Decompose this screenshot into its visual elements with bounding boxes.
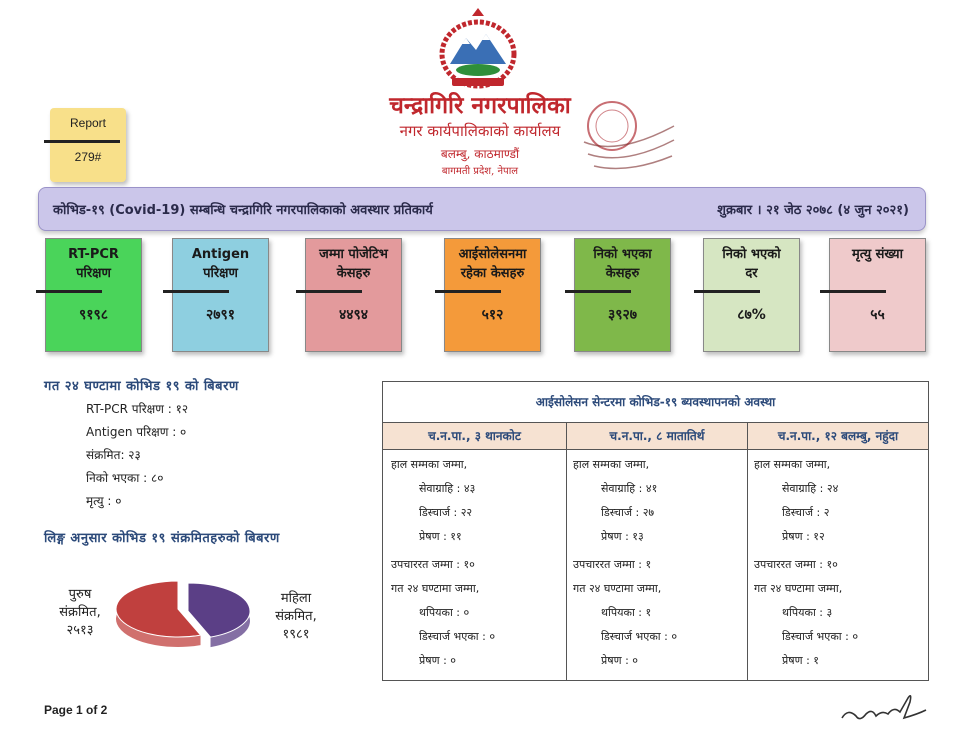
column-header: च.न.पा., ८ मातातिर्थ	[567, 423, 747, 450]
card-title: निको भएको	[722, 247, 781, 262]
report-badge	[50, 108, 126, 182]
card-underline	[435, 290, 501, 293]
card-value: ८७%	[737, 307, 766, 323]
summary-row: संक्रमित: २३	[86, 448, 141, 462]
page-number: Page 1 of 2	[44, 703, 108, 717]
banner-title: कोभिड-१९ (Covid-19) सम्बन्धि चन्द्रागिरि नगरपालिकाको अवस्थार प्रतिकार्य	[53, 203, 433, 218]
official-stamp-icon	[578, 96, 678, 174]
summary-heading: गत २४ घण्टामा कोभिड १९ को बिबरण	[44, 379, 239, 394]
male-label-line: पुरुष	[68, 587, 92, 602]
card-value: ५१२	[481, 307, 504, 323]
table-cell: उपचाररत जम्मा : १	[573, 558, 652, 571]
table-cell: डिस्चार्ज भएका : ०	[601, 630, 678, 643]
table-cell: प्रेषण : ०	[419, 654, 456, 667]
table-cell: गत २४ घण्टामा जम्मा,	[754, 582, 843, 595]
summary-row: निको भएका : ८०	[86, 471, 164, 485]
card-antigen	[172, 238, 269, 352]
table-cell: सेवाग्राहि : ४१	[601, 482, 658, 495]
table-column	[567, 423, 747, 680]
table-cell: प्रेषण : १३	[601, 530, 644, 543]
table-cell: डिस्चार्ज : २७	[601, 506, 655, 519]
table-cell: प्रेषण : १	[782, 654, 819, 667]
card-title: परिक्षण	[203, 266, 238, 281]
office-name: चन्द्रागिरि नगरपालिका	[389, 92, 571, 119]
female-label-line: संक्रमित,	[275, 609, 317, 624]
card-title: परिक्षण	[76, 266, 111, 281]
table-cell: गत २४ घण्टामा जम्मा,	[391, 582, 480, 595]
male-label-line: संक्रमित,	[59, 605, 101, 620]
table-cell: गत २४ घण्टामा जम्मा,	[573, 582, 662, 595]
table-cell: सेवाग्राहि : २४	[782, 482, 839, 495]
card-deaths	[829, 238, 926, 352]
office-subtitle: नगर कार्यपालिकाको कार्यालय	[399, 122, 561, 140]
card-value: ९१९८	[78, 307, 109, 323]
card-rt-pcr	[45, 238, 142, 352]
card-value: ४४९४	[338, 307, 369, 323]
table-cell: उपचाररत जम्मा : १०	[391, 558, 475, 571]
report-label: Report	[69, 116, 107, 130]
summary-row: RT-PCR परिक्षण : १२	[86, 402, 189, 416]
table-column	[748, 423, 928, 680]
card-total-positive	[305, 238, 402, 352]
male-value: २५१३	[66, 623, 94, 638]
card-underline	[296, 290, 362, 293]
table-cell: प्रेषण : ११	[419, 530, 462, 543]
card-value: २७९१	[205, 307, 236, 323]
card-value: ३९२७	[607, 307, 638, 323]
card-title: दर	[745, 266, 758, 281]
table-cell: डिस्चार्ज भएका : ०	[419, 630, 496, 643]
table-cell: थपियका : १	[601, 606, 652, 619]
card-title: रहेका केसहरु	[460, 266, 525, 281]
card-value: ५५	[870, 307, 885, 323]
report-number: 279#	[74, 150, 102, 164]
column-header: च.न.पा., १२ बलम्बु, नहुंदा	[748, 423, 928, 450]
card-title: आईसोलेसनमा	[458, 247, 527, 262]
table-cell: हाल सम्मका जम्मा,	[754, 458, 831, 471]
card-isolation	[444, 238, 541, 352]
female-label-line: महिला	[280, 591, 312, 606]
card-title: निको भएका	[593, 247, 652, 262]
table-cell: डिस्चार्ज भएका : ०	[782, 630, 859, 643]
card-title: RT-PCR	[68, 247, 119, 262]
table-cell: सेवाग्राहि : ४३	[419, 482, 476, 495]
card-title: Antigen	[191, 247, 250, 262]
card-recovered	[574, 238, 671, 352]
office-province: बागमती प्रदेश, नेपाल	[441, 166, 519, 177]
card-title: केसहरु	[605, 266, 640, 281]
table-cell: डिस्चार्ज : २	[782, 506, 830, 519]
table-cell: प्रेषण : १२	[782, 530, 825, 543]
table-cell: उपचाररत जम्मा : १०	[754, 558, 838, 571]
table-cell: प्रेषण : ०	[601, 654, 638, 667]
card-underline	[694, 290, 760, 293]
gender-heading: लिङ्ग अनुसार कोभिड १९ संक्रमितहरुको बिबरण	[44, 531, 280, 546]
male-label	[40, 586, 120, 640]
table-cell: हाल सम्मका जम्मा,	[391, 458, 468, 471]
isolation-table	[382, 381, 929, 681]
table-cell: थपियका : ०	[419, 606, 470, 619]
office-address: बलम्बु, काठमाण्डौं	[440, 147, 520, 161]
column-header: च.न.पा., ३ थानकोट	[383, 423, 566, 450]
summary-row: Antigen परिक्षण : ०	[86, 425, 187, 439]
table-cell: थपियका : ३	[782, 606, 833, 619]
table-cell: डिस्चार्ज : २२	[419, 506, 473, 519]
card-title: केसहरु	[336, 266, 371, 281]
nepal-emblem-icon	[432, 8, 524, 90]
card-title: मृत्यु संख्या	[852, 247, 903, 262]
female-value: १९८१	[282, 627, 310, 642]
card-recovery-rate	[703, 238, 800, 352]
banner-date: शुक्रबार । २१ जेठ २०७८ (४ जुन २०२१)	[717, 203, 909, 218]
table-column	[383, 423, 566, 680]
card-underline	[163, 290, 229, 293]
table-cell: हाल सम्मका जम्मा,	[573, 458, 650, 471]
title-banner	[38, 187, 926, 231]
card-underline	[36, 290, 102, 293]
gender-pie-chart	[110, 575, 260, 655]
table-title: आईसोलेसन सेन्टरमा कोभिड-१९ ब्यवस्थापनको अवस्था	[383, 382, 928, 423]
female-label	[256, 590, 336, 644]
report-divider	[44, 140, 120, 143]
card-title: जम्मा पोजेटिभ	[319, 247, 388, 262]
signature-icon	[838, 688, 930, 728]
card-underline	[820, 290, 886, 293]
summary-row: मृत्यु : ०	[86, 494, 122, 508]
card-underline	[565, 290, 631, 293]
